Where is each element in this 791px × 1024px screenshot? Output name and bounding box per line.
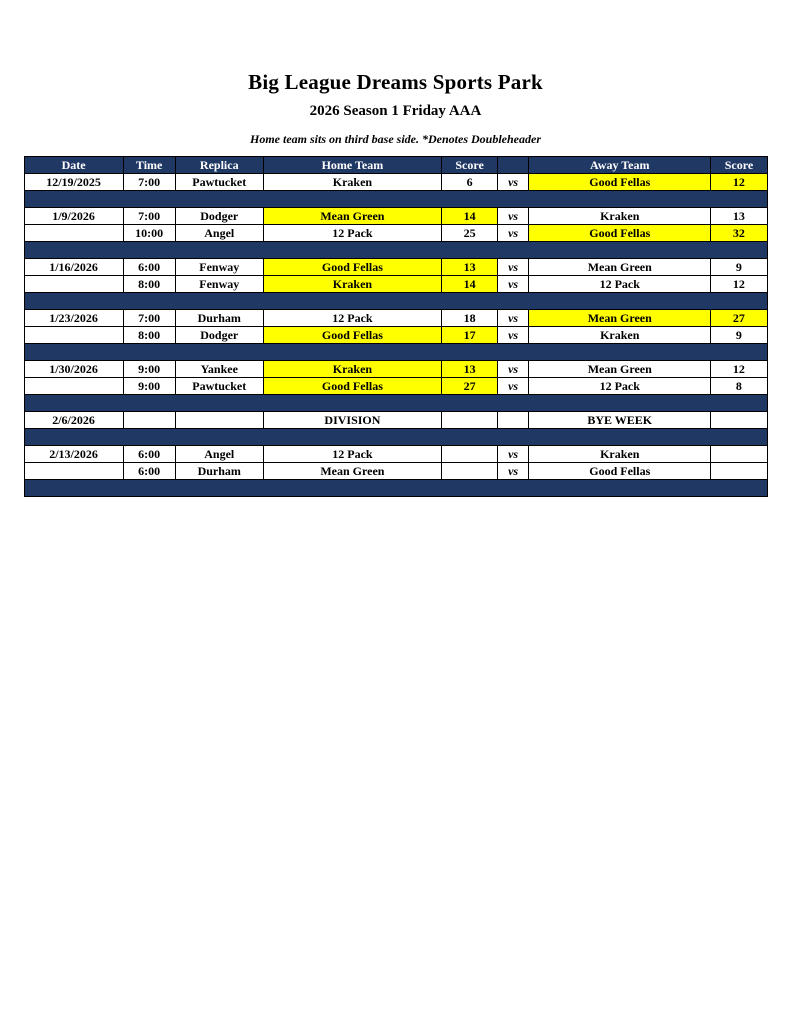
date-cell <box>24 225 123 242</box>
replica-cell: Angel <box>175 225 263 242</box>
away-score-cell <box>711 412 767 429</box>
schedule-table-body <box>24 174 767 497</box>
game-row <box>24 259 767 276</box>
date-cell: 2/13/2026 <box>24 446 123 463</box>
game-row <box>24 276 767 293</box>
game-row <box>24 463 767 480</box>
game-row <box>24 225 767 242</box>
replica-cell: Pawtucket <box>175 378 263 395</box>
away-score-cell: 13 <box>711 208 767 225</box>
spacer-row <box>24 191 767 208</box>
time-cell: 7:00 <box>123 174 175 191</box>
spacer-row <box>24 242 767 259</box>
home-team-cell: Kraken <box>263 276 441 293</box>
away-score-cell: 12 <box>711 361 767 378</box>
away-team-cell: Mean Green <box>529 361 711 378</box>
time-cell: 7:00 <box>123 310 175 327</box>
home-score-cell: 14 <box>442 208 498 225</box>
home-team-cell: Kraken <box>263 174 441 191</box>
home-team-cell: Good Fellas <box>263 378 441 395</box>
vs-cell: vs <box>498 174 529 191</box>
column-header-vs <box>498 157 529 174</box>
column-header-away-score: Score <box>711 157 767 174</box>
home-score-cell: 18 <box>442 310 498 327</box>
time-cell: 6:00 <box>123 259 175 276</box>
home-team-cell: Kraken <box>263 361 441 378</box>
away-team-cell: 12 Pack <box>529 378 711 395</box>
date-cell: 1/23/2026 <box>24 310 123 327</box>
home-score-cell: 14 <box>442 276 498 293</box>
time-cell: 8:00 <box>123 276 175 293</box>
time-cell: 7:00 <box>123 208 175 225</box>
replica-cell: Dodger <box>175 208 263 225</box>
game-row <box>24 310 767 327</box>
home-team-cell: Mean Green <box>263 208 441 225</box>
spacer-row <box>24 395 767 412</box>
home-team-cell: Good Fellas <box>263 327 441 344</box>
game-row <box>24 174 767 191</box>
away-team-cell: Kraken <box>529 208 711 225</box>
home-score-cell <box>442 412 498 429</box>
away-score-cell: 27 <box>711 310 767 327</box>
time-cell: 9:00 <box>123 361 175 378</box>
vs-cell: vs <box>498 361 529 378</box>
replica-cell: Angel <box>175 446 263 463</box>
page-title: Big League Dreams Sports Park <box>248 70 543 94</box>
away-team-cell: BYE WEEK <box>529 412 711 429</box>
replica-cell: Durham <box>175 463 263 480</box>
vs-cell: vs <box>498 259 529 276</box>
spacer-cell <box>24 242 767 259</box>
spacer-row <box>24 344 767 361</box>
home-score-cell: 6 <box>442 174 498 191</box>
spacer-cell <box>24 480 767 497</box>
home-team-cell: 12 Pack <box>263 310 441 327</box>
away-team-cell: 12 Pack <box>529 276 711 293</box>
time-cell: 8:00 <box>123 327 175 344</box>
spacer-cell <box>24 395 767 412</box>
time-cell <box>123 412 175 429</box>
vs-cell: vs <box>498 446 529 463</box>
home-team-cell: 12 Pack <box>263 446 441 463</box>
column-header-time: Time <box>123 157 175 174</box>
page-subtitle: 2026 Season 1 Friday AAA <box>309 103 482 119</box>
time-cell: 10:00 <box>123 225 175 242</box>
vs-cell: vs <box>498 327 529 344</box>
date-cell <box>24 463 123 480</box>
date-cell: 1/9/2026 <box>24 208 123 225</box>
replica-cell: Yankee <box>175 361 263 378</box>
away-score-cell: 9 <box>711 327 767 344</box>
column-header-home-team: Home Team <box>263 157 441 174</box>
away-score-cell: 32 <box>711 225 767 242</box>
home-score-cell <box>442 463 498 480</box>
home-team-cell: Mean Green <box>263 463 441 480</box>
home-team-cell: 12 Pack <box>263 225 441 242</box>
away-team-cell: Kraken <box>529 327 711 344</box>
time-cell: 6:00 <box>123 463 175 480</box>
column-header-away-team: Away Team <box>529 157 711 174</box>
away-team-cell: Good Fellas <box>529 174 711 191</box>
home-score-cell: 27 <box>442 378 498 395</box>
column-header-home-score: Score <box>442 157 498 174</box>
column-header-date: Date <box>24 157 123 174</box>
date-cell: 1/30/2026 <box>24 361 123 378</box>
table-header-row <box>24 157 767 174</box>
replica-cell <box>175 412 263 429</box>
replica-cell: Durham <box>175 310 263 327</box>
replica-cell: Fenway <box>175 276 263 293</box>
spacer-cell <box>24 293 767 310</box>
spacer-row <box>24 293 767 310</box>
game-row <box>24 446 767 463</box>
spacer-cell <box>24 191 767 208</box>
vs-cell: vs <box>498 310 529 327</box>
spacer-cell <box>24 344 767 361</box>
time-cell: 9:00 <box>123 378 175 395</box>
column-header-replica: Replica <box>175 157 263 174</box>
game-row <box>24 412 767 429</box>
away-score-cell: 9 <box>711 259 767 276</box>
spacer-row <box>24 429 767 446</box>
game-row <box>24 361 767 378</box>
away-team-cell: Good Fellas <box>529 463 711 480</box>
home-score-cell <box>442 446 498 463</box>
date-cell: 2/6/2026 <box>24 412 123 429</box>
home-score-cell: 13 <box>442 361 498 378</box>
home-team-cell: DIVISION <box>263 412 441 429</box>
game-row <box>24 378 767 395</box>
page-note: Home team sits on third base side. *Denotes Doubleheader <box>250 132 541 146</box>
date-cell <box>24 327 123 344</box>
spacer-cell <box>24 429 767 446</box>
away-score-cell: 8 <box>711 378 767 395</box>
away-score-cell: 12 <box>711 276 767 293</box>
vs-cell: vs <box>498 276 529 293</box>
away-team-cell: Good Fellas <box>529 225 711 242</box>
vs-cell: vs <box>498 378 529 395</box>
date-cell <box>24 276 123 293</box>
replica-cell: Pawtucket <box>175 174 263 191</box>
away-team-cell: Mean Green <box>529 259 711 276</box>
replica-cell: Dodger <box>175 327 263 344</box>
vs-cell <box>498 412 529 429</box>
away-score-cell: 12 <box>711 174 767 191</box>
vs-cell: vs <box>498 463 529 480</box>
game-row <box>24 208 767 225</box>
replica-cell: Fenway <box>175 259 263 276</box>
away-score-cell <box>711 446 767 463</box>
date-cell: 1/16/2026 <box>24 259 123 276</box>
date-cell <box>24 378 123 395</box>
home-score-cell: 25 <box>442 225 498 242</box>
home-team-cell: Good Fellas <box>263 259 441 276</box>
vs-cell: vs <box>498 208 529 225</box>
away-score-cell <box>711 463 767 480</box>
away-team-cell: Mean Green <box>529 310 711 327</box>
game-row <box>24 327 767 344</box>
home-score-cell: 17 <box>442 327 498 344</box>
spacer-row <box>24 480 767 497</box>
away-team-cell: Kraken <box>529 446 711 463</box>
home-score-cell: 13 <box>442 259 498 276</box>
schedule-table <box>24 156 768 497</box>
schedule-table-head <box>24 157 767 174</box>
vs-cell: vs <box>498 225 529 242</box>
date-cell: 12/19/2025 <box>24 174 123 191</box>
time-cell: 6:00 <box>123 446 175 463</box>
